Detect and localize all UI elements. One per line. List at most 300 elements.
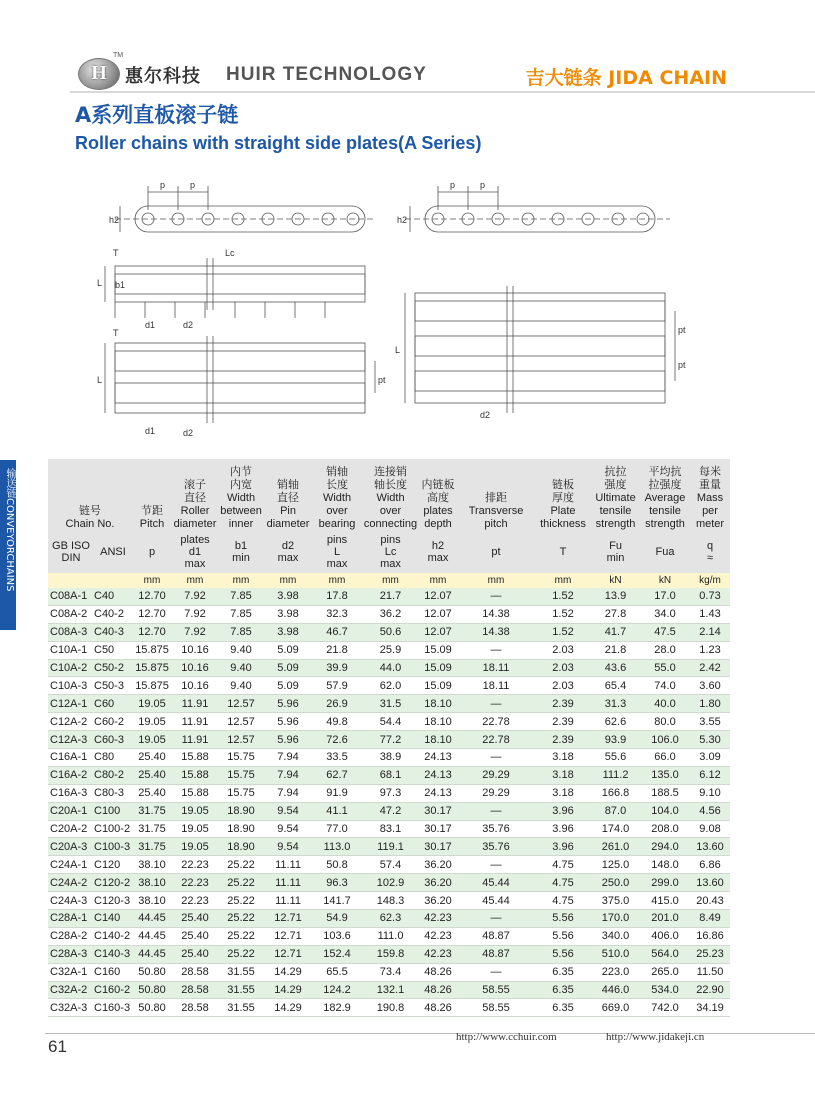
table-cell: 113.0 bbox=[312, 838, 362, 856]
table-cell: 22.78 bbox=[457, 731, 535, 749]
table-cell: 12.71 bbox=[264, 945, 312, 963]
table-cell: 14.29 bbox=[264, 963, 312, 981]
table-cell: 9.40 bbox=[218, 641, 264, 659]
table-row bbox=[48, 766, 730, 784]
table-cell: 24.13 bbox=[419, 766, 457, 784]
table-cell: 39.9 bbox=[312, 659, 362, 677]
table-cell: 3.98 bbox=[264, 588, 312, 605]
table-cell: 18.90 bbox=[218, 820, 264, 838]
table-cell: 47.2 bbox=[362, 802, 419, 820]
table-cell: 148.0 bbox=[640, 856, 690, 874]
table-cell: 54.4 bbox=[362, 713, 419, 731]
table-cell: — bbox=[457, 749, 535, 767]
table-cell: 50.80 bbox=[132, 981, 172, 999]
table-cell: 17.8 bbox=[312, 588, 362, 605]
table-row bbox=[48, 874, 730, 892]
table-cell: 19.05 bbox=[132, 695, 172, 713]
table-cell: 3.96 bbox=[535, 838, 591, 856]
table-cell: 152.4 bbox=[312, 945, 362, 963]
table-cell: 12.71 bbox=[264, 910, 312, 928]
table-cell: 135.0 bbox=[640, 766, 690, 784]
table-cell: 5.30 bbox=[690, 731, 730, 749]
table-cell: 15.75 bbox=[218, 784, 264, 802]
table-cell: 1.52 bbox=[535, 623, 591, 641]
table-cell: 25.22 bbox=[218, 945, 264, 963]
table-cell: 4.75 bbox=[535, 892, 591, 910]
table-cell: 11.11 bbox=[264, 874, 312, 892]
header-col-10: 抗拉 强度 Ultimate tensile strength bbox=[591, 459, 640, 531]
table-cell: 25.22 bbox=[218, 910, 264, 928]
table-cell: 5.56 bbox=[535, 910, 591, 928]
table-cell: 18.10 bbox=[419, 731, 457, 749]
table-cell: 6.35 bbox=[535, 981, 591, 999]
table-cell: 8.49 bbox=[690, 910, 730, 928]
unit-col-2: mm bbox=[132, 573, 172, 588]
table-cell: 36.2 bbox=[362, 605, 419, 623]
table-cell: 65.5 bbox=[312, 963, 362, 981]
label-t-single: T bbox=[113, 248, 119, 258]
table-cell: 44.0 bbox=[362, 659, 419, 677]
label-p-left-1: p bbox=[160, 180, 166, 190]
table-cell: 25.9 bbox=[362, 641, 419, 659]
table-cell: 7.92 bbox=[172, 623, 218, 641]
table-cell: 102.9 bbox=[362, 874, 419, 892]
table-cell: 13.60 bbox=[690, 838, 730, 856]
table-cell: 80.0 bbox=[640, 713, 690, 731]
table-cell: 223.0 bbox=[591, 963, 640, 981]
table-cell: C08A-3 bbox=[48, 623, 94, 641]
unit-col-4: mm bbox=[218, 573, 264, 588]
symbol-col-9: pt bbox=[457, 531, 535, 573]
table-cell: C160-2 bbox=[94, 981, 132, 999]
table-cell: 25.40 bbox=[132, 749, 172, 767]
single-strand-view bbox=[105, 258, 365, 318]
table-cell: 26.9 bbox=[312, 695, 362, 713]
table-cell: 62.3 bbox=[362, 910, 419, 928]
label-b1-single: b1 bbox=[115, 280, 126, 290]
table-cell: 2.39 bbox=[535, 731, 591, 749]
table-cell: 11.91 bbox=[172, 695, 218, 713]
table-cell: 2.03 bbox=[535, 641, 591, 659]
table-cell: 3.60 bbox=[690, 677, 730, 695]
table-cell: 19.05 bbox=[172, 838, 218, 856]
unit-col-8: mm bbox=[419, 573, 457, 588]
table-cell: 44.45 bbox=[132, 927, 172, 945]
label-l-single: L bbox=[97, 278, 103, 288]
table-cell: 1.52 bbox=[535, 588, 591, 605]
table-cell: 25.22 bbox=[218, 856, 264, 874]
table-cell: 21.7 bbox=[362, 588, 419, 605]
table-cell: 3.96 bbox=[535, 820, 591, 838]
table-cell: 19.05 bbox=[132, 713, 172, 731]
table-cell: 28.58 bbox=[172, 999, 218, 1017]
table-cell: 55.0 bbox=[640, 659, 690, 677]
table-cell: 124.2 bbox=[312, 981, 362, 999]
header-col-11: 平均抗 拉强度 Average tensile strength bbox=[640, 459, 690, 531]
table-cell: 111.0 bbox=[362, 927, 419, 945]
table-cell: 14.29 bbox=[264, 999, 312, 1017]
table-cell: C16A-2 bbox=[48, 766, 94, 784]
table-cell: 265.0 bbox=[640, 963, 690, 981]
table-cell: C50-3 bbox=[94, 677, 132, 695]
table-cell: 38.10 bbox=[132, 874, 172, 892]
header-col-7: 内链板 高度 plates depth bbox=[419, 459, 457, 531]
table-cell: 6.86 bbox=[690, 856, 730, 874]
table-cell: 510.0 bbox=[591, 945, 640, 963]
side-tab-label: 输送链CONVEYORCHAINS bbox=[4, 468, 15, 592]
table-cell: C40-2 bbox=[94, 605, 132, 623]
table-cell: 13.60 bbox=[690, 874, 730, 892]
label-d2-double: d2 bbox=[183, 428, 194, 438]
table-cell: 18.11 bbox=[457, 677, 535, 695]
table-cell: C160-3 bbox=[94, 999, 132, 1017]
table-cell: 15.09 bbox=[419, 677, 457, 695]
table-cell: 66.0 bbox=[640, 749, 690, 767]
label-t-double: T bbox=[113, 328, 119, 338]
table-cell: 299.0 bbox=[640, 874, 690, 892]
table-cell: — bbox=[457, 641, 535, 659]
side-section-tab bbox=[0, 460, 16, 630]
table-cell: 261.0 bbox=[591, 838, 640, 856]
symbol-col-8: h2 max bbox=[419, 531, 457, 573]
table-cell: 31.55 bbox=[218, 963, 264, 981]
table-cell: 28.58 bbox=[172, 963, 218, 981]
table-cell: 1.23 bbox=[690, 641, 730, 659]
table-cell: C10A-2 bbox=[48, 659, 94, 677]
table-cell: 182.9 bbox=[312, 999, 362, 1017]
table-cell: 29.29 bbox=[457, 784, 535, 802]
table-cell: 31.5 bbox=[362, 695, 419, 713]
header-col-8: 排距 Transverse pitch bbox=[457, 459, 535, 531]
table-cell: 57.4 bbox=[362, 856, 419, 874]
table-row bbox=[48, 981, 730, 999]
table-cell: 2.42 bbox=[690, 659, 730, 677]
table-cell: 6.12 bbox=[690, 766, 730, 784]
table-cell: C60-2 bbox=[94, 713, 132, 731]
table-cell: 3.18 bbox=[535, 784, 591, 802]
label-lc-single: Lc bbox=[225, 248, 235, 258]
table-cell: 1.52 bbox=[535, 605, 591, 623]
table-header-row-symbols bbox=[48, 531, 730, 573]
table-cell: 36.20 bbox=[419, 856, 457, 874]
table-cell: 148.3 bbox=[362, 892, 419, 910]
table-cell: 34.19 bbox=[690, 999, 730, 1017]
table-cell: 11.11 bbox=[264, 856, 312, 874]
table-cell: 415.0 bbox=[640, 892, 690, 910]
footer-url-1[interactable]: http://www.cchuir.com bbox=[456, 1031, 557, 1043]
table-cell: C12A-3 bbox=[48, 731, 94, 749]
symbol-col-1: ANSI bbox=[94, 531, 132, 573]
double-strand-view bbox=[105, 336, 375, 423]
table-cell: C32A-1 bbox=[48, 963, 94, 981]
unit-col-3: mm bbox=[172, 573, 218, 588]
table-cell: 19.05 bbox=[172, 820, 218, 838]
table-cell: — bbox=[457, 588, 535, 605]
table-cell: 3.18 bbox=[535, 749, 591, 767]
table-cell: 25.22 bbox=[218, 892, 264, 910]
table-cell: 5.09 bbox=[264, 677, 312, 695]
table-cell: 106.0 bbox=[640, 731, 690, 749]
table-cell: 15.88 bbox=[172, 784, 218, 802]
table-cell: C20A-3 bbox=[48, 838, 94, 856]
label-l-triple: L bbox=[395, 345, 401, 355]
table-row bbox=[48, 927, 730, 945]
table-cell: C50-2 bbox=[94, 659, 132, 677]
label-pt-double: pt bbox=[378, 375, 386, 385]
table-cell: 25.40 bbox=[132, 766, 172, 784]
table-cell: 5.56 bbox=[535, 927, 591, 945]
table-cell: 22.23 bbox=[172, 856, 218, 874]
table-cell: 55.6 bbox=[591, 749, 640, 767]
table-cell: 73.4 bbox=[362, 963, 419, 981]
table-row bbox=[48, 820, 730, 838]
page-title-en: Roller chains with straight side plates(A Series) bbox=[75, 133, 482, 153]
table-row bbox=[48, 910, 730, 928]
table-cell: 7.85 bbox=[218, 605, 264, 623]
page-number: 61 bbox=[48, 1037, 67, 1056]
table-cell: 3.96 bbox=[535, 802, 591, 820]
table-cell: 44.45 bbox=[132, 910, 172, 928]
table-cell: C24A-1 bbox=[48, 856, 94, 874]
table-cell: 5.56 bbox=[535, 945, 591, 963]
header-col-4: 销轴 直径 Pin diameter bbox=[264, 459, 312, 531]
table-cell: 97.3 bbox=[362, 784, 419, 802]
table-cell: 18.10 bbox=[419, 695, 457, 713]
table-cell: 9.08 bbox=[690, 820, 730, 838]
label-d2-triple: d2 bbox=[480, 410, 491, 420]
unit-col-9: mm bbox=[457, 573, 535, 588]
table-cell: 58.55 bbox=[457, 981, 535, 999]
header-col-2: 滚子 直径 Roller diameter bbox=[172, 459, 218, 531]
table-cell: 28.0 bbox=[640, 641, 690, 659]
table-cell: C12A-1 bbox=[48, 695, 94, 713]
table-cell: 14.38 bbox=[457, 605, 535, 623]
table-cell: C100 bbox=[94, 802, 132, 820]
table-cell: 21.8 bbox=[312, 641, 362, 659]
table-cell: 103.6 bbox=[312, 927, 362, 945]
table-cell: 375.0 bbox=[591, 892, 640, 910]
symbol-col-10: T bbox=[535, 531, 591, 573]
table-cell: 31.75 bbox=[132, 838, 172, 856]
table-cell: 31.75 bbox=[132, 802, 172, 820]
table-cell: 47.5 bbox=[640, 623, 690, 641]
unit-col-1 bbox=[94, 573, 132, 588]
table-cell: 22.90 bbox=[690, 981, 730, 999]
label-pt-triple-2: pt bbox=[678, 360, 686, 370]
table-cell: 20.43 bbox=[690, 892, 730, 910]
table-cell: 3.98 bbox=[264, 623, 312, 641]
table-cell: — bbox=[457, 910, 535, 928]
table-cell: 2.03 bbox=[535, 659, 591, 677]
table-cell: 9.54 bbox=[264, 820, 312, 838]
table-cell: 9.54 bbox=[264, 802, 312, 820]
label-p-right-1: p bbox=[450, 180, 456, 190]
table-cell: 68.1 bbox=[362, 766, 419, 784]
table-cell: 159.8 bbox=[362, 945, 419, 963]
table-cell: 41.1 bbox=[312, 802, 362, 820]
table-cell: 132.1 bbox=[362, 981, 419, 999]
table-cell: 42.23 bbox=[419, 945, 457, 963]
table-cell: — bbox=[457, 963, 535, 981]
table-cell: 166.8 bbox=[591, 784, 640, 802]
side-view-left bbox=[115, 186, 375, 232]
table-cell: 170.0 bbox=[591, 910, 640, 928]
table-cell: 83.1 bbox=[362, 820, 419, 838]
table-cell: C08A-1 bbox=[48, 588, 94, 605]
table-cell: 10.16 bbox=[172, 641, 218, 659]
table-cell: 7.85 bbox=[218, 623, 264, 641]
table-cell: 141.7 bbox=[312, 892, 362, 910]
table-cell: 7.94 bbox=[264, 766, 312, 784]
table-cell: 25.40 bbox=[172, 927, 218, 945]
table-cell: 340.0 bbox=[591, 927, 640, 945]
table-cell: 25.40 bbox=[132, 784, 172, 802]
table-cell: 96.3 bbox=[312, 874, 362, 892]
table-cell: C16A-3 bbox=[48, 784, 94, 802]
table-cell: 12.57 bbox=[218, 713, 264, 731]
table-cell: 12.70 bbox=[132, 623, 172, 641]
table-cell: 12.57 bbox=[218, 695, 264, 713]
table-cell: 77.2 bbox=[362, 731, 419, 749]
table-cell: 62.7 bbox=[312, 766, 362, 784]
symbol-col-12: Fua bbox=[640, 531, 690, 573]
chain-diagram bbox=[95, 178, 695, 448]
table-cell: 25.22 bbox=[218, 927, 264, 945]
table-cell: 91.9 bbox=[312, 784, 362, 802]
table-cell: 22.78 bbox=[457, 713, 535, 731]
brand-name-en: HUIR TECHNOLOGY bbox=[226, 64, 427, 85]
table-cell: 15.875 bbox=[132, 641, 172, 659]
table-row bbox=[48, 945, 730, 963]
table-cell: 72.6 bbox=[312, 731, 362, 749]
table-cell: 4.56 bbox=[690, 802, 730, 820]
symbol-col-13: q ≈ bbox=[690, 531, 730, 573]
table-cell: C140-2 bbox=[94, 927, 132, 945]
table-cell: 36.20 bbox=[419, 874, 457, 892]
unit-col-5: mm bbox=[264, 573, 312, 588]
table-cell: 24.13 bbox=[419, 749, 457, 767]
table-cell: 42.23 bbox=[419, 927, 457, 945]
table-cell: 35.76 bbox=[457, 838, 535, 856]
table-row bbox=[48, 802, 730, 820]
table-header-row-units bbox=[48, 573, 730, 588]
table-cell: 18.10 bbox=[419, 713, 457, 731]
table-cell: 42.23 bbox=[419, 910, 457, 928]
table-cell: 3.98 bbox=[264, 605, 312, 623]
table-cell: 11.11 bbox=[264, 892, 312, 910]
table-cell: 5.09 bbox=[264, 641, 312, 659]
table-row bbox=[48, 838, 730, 856]
table-cell: 31.75 bbox=[132, 820, 172, 838]
table-cell: C24A-2 bbox=[48, 874, 94, 892]
table-cell: 15.09 bbox=[419, 659, 457, 677]
unit-col-7: mm bbox=[362, 573, 419, 588]
table-cell: C120-3 bbox=[94, 892, 132, 910]
table-cell: 31.55 bbox=[218, 981, 264, 999]
table-cell: 2.03 bbox=[535, 677, 591, 695]
table-cell: 6.35 bbox=[535, 963, 591, 981]
symbol-col-2: p bbox=[132, 531, 172, 573]
table-cell: C16A-1 bbox=[48, 749, 94, 767]
header-col-9: 链板 厚度 Plate thickness bbox=[535, 459, 591, 531]
table-cell: 54.9 bbox=[312, 910, 362, 928]
table-cell: 9.10 bbox=[690, 784, 730, 802]
footer-url-2[interactable]: http://www.jidakeji.cn bbox=[606, 1031, 705, 1043]
table-cell: 208.0 bbox=[640, 820, 690, 838]
table-row bbox=[48, 749, 730, 767]
table-cell: 446.0 bbox=[591, 981, 640, 999]
table-cell: 3.55 bbox=[690, 713, 730, 731]
table-cell: 10.16 bbox=[172, 659, 218, 677]
table-row bbox=[48, 641, 730, 659]
table-cell: 17.0 bbox=[640, 588, 690, 605]
triple-strand-view bbox=[405, 286, 675, 413]
table-cell: 30.17 bbox=[419, 820, 457, 838]
table-cell: 50.80 bbox=[132, 963, 172, 981]
table-cell: 534.0 bbox=[640, 981, 690, 999]
table-cell: 2.14 bbox=[690, 623, 730, 641]
table-row bbox=[48, 659, 730, 677]
table-cell: 49.8 bbox=[312, 713, 362, 731]
symbol-col-0: GB ISO DIN bbox=[48, 531, 94, 573]
table-cell: 3.18 bbox=[535, 766, 591, 784]
table-cell: C20A-1 bbox=[48, 802, 94, 820]
table-cell: C32A-2 bbox=[48, 981, 94, 999]
table-cell: C160 bbox=[94, 963, 132, 981]
table-cell: C40-3 bbox=[94, 623, 132, 641]
table-cell: 24.13 bbox=[419, 784, 457, 802]
table-cell: 5.96 bbox=[264, 713, 312, 731]
table-cell: 29.29 bbox=[457, 766, 535, 784]
table-cell: 5.09 bbox=[264, 659, 312, 677]
table-cell: 48.87 bbox=[457, 927, 535, 945]
table-cell: 19.05 bbox=[132, 731, 172, 749]
table-row bbox=[48, 963, 730, 981]
header-col-6: 连接销 轴长度 Width over connecting bbox=[362, 459, 419, 531]
table-cell: — bbox=[457, 856, 535, 874]
label-p-right-2: p bbox=[480, 180, 486, 190]
header-col-12: 每米 重量 Mass per meter bbox=[690, 459, 730, 531]
table-cell: 87.0 bbox=[591, 802, 640, 820]
table-cell: C120 bbox=[94, 856, 132, 874]
label-d2-single: d2 bbox=[183, 320, 194, 330]
table-cell: C12A-2 bbox=[48, 713, 94, 731]
table-cell: 28.58 bbox=[172, 981, 218, 999]
table-cell: 13.9 bbox=[591, 588, 640, 605]
table-cell: 43.6 bbox=[591, 659, 640, 677]
table-cell: C100-3 bbox=[94, 838, 132, 856]
label-d1-double: d1 bbox=[145, 426, 156, 436]
table-cell: 16.86 bbox=[690, 927, 730, 945]
symbol-col-11: Fu min bbox=[591, 531, 640, 573]
table-cell: 62.0 bbox=[362, 677, 419, 695]
table-cell: 48.26 bbox=[419, 981, 457, 999]
table-cell: 119.1 bbox=[362, 838, 419, 856]
trademark-mark: TM bbox=[113, 52, 124, 59]
table-cell: 669.0 bbox=[591, 999, 640, 1017]
table-cell: 12.07 bbox=[419, 605, 457, 623]
table-cell: C28A-2 bbox=[48, 927, 94, 945]
table-cell: 11.91 bbox=[172, 731, 218, 749]
table-row bbox=[48, 677, 730, 695]
unit-col-0 bbox=[48, 573, 94, 588]
symbol-col-5: d2 max bbox=[264, 531, 312, 573]
table-cell: 18.90 bbox=[218, 802, 264, 820]
table-cell: 62.6 bbox=[591, 713, 640, 731]
table-row bbox=[48, 999, 730, 1017]
table-cell: 33.5 bbox=[312, 749, 362, 767]
label-l-double: L bbox=[97, 375, 103, 385]
